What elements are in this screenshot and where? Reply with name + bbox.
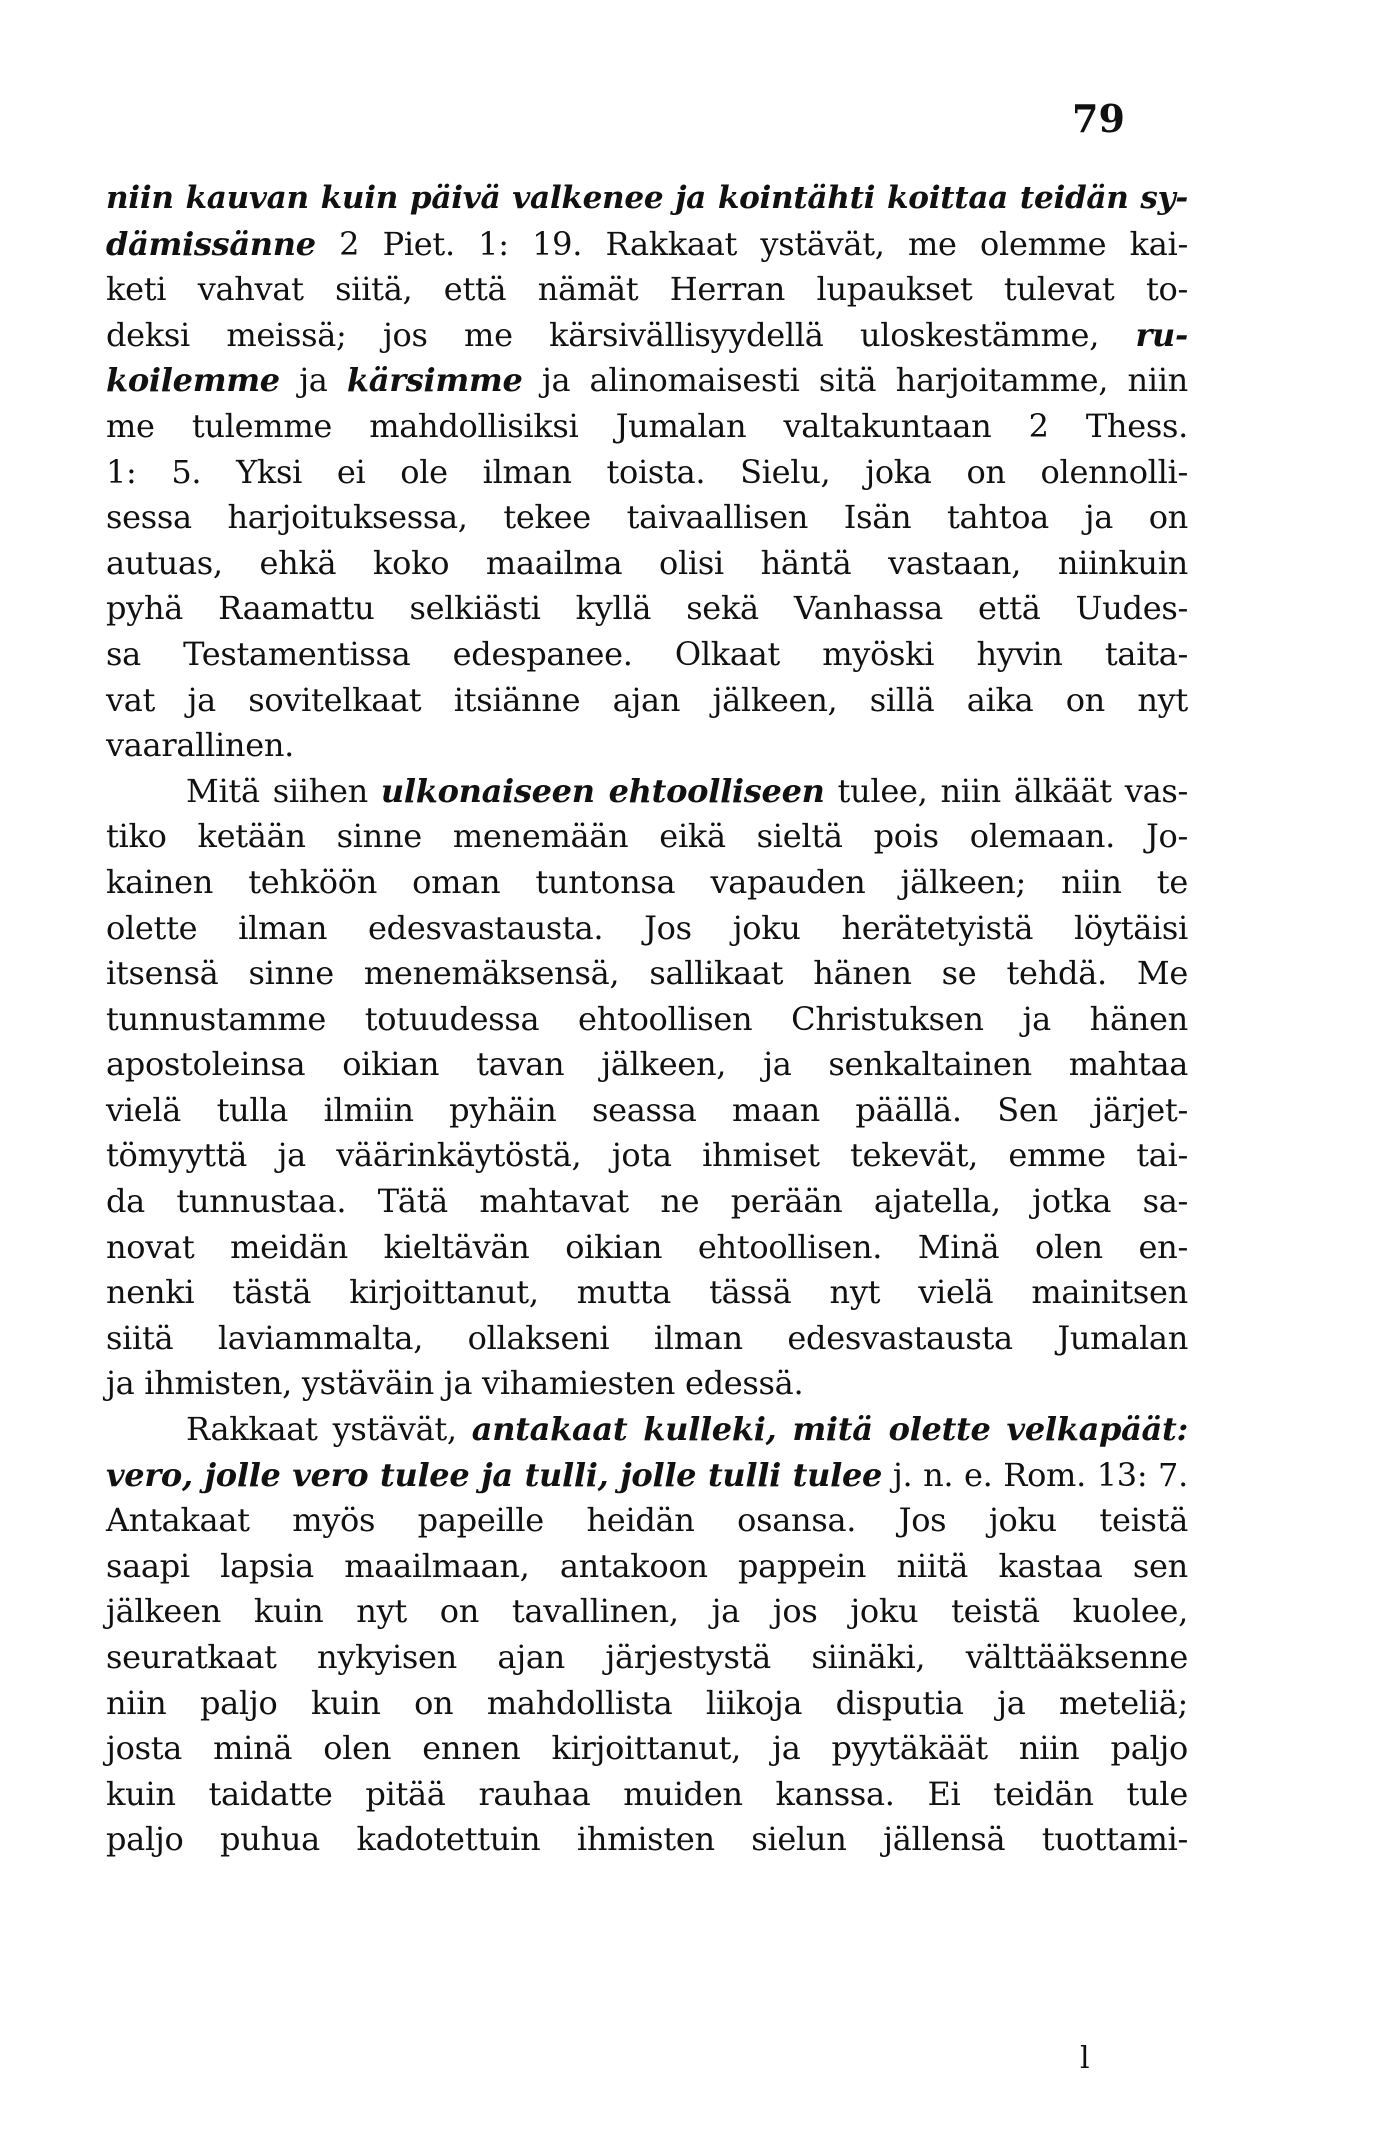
text-line [106,951,1188,997]
line-text: ja alinomaisesti sitä harjoitamme, niin [522,361,1188,400]
text-line [106,1726,1188,1772]
text-line [106,1225,1188,1271]
line-text: paljo puhua kadotettuin ihmisten sielun jällensä tuottami- [106,1820,1188,1859]
emphasized-text: kärsimme [346,361,523,400]
text-line [106,541,1188,587]
emphasized-text: ru- [1135,315,1188,354]
emphasized-text: koilemme [106,361,280,400]
line-text: saapi lapsia maailmaan, antakoon pappein niitä kastaa sen [106,1546,1188,1585]
text-line [106,1635,1188,1681]
text-line [106,267,1188,313]
line-text: Mitä siihen [186,771,381,810]
line-text: deksi meissä; jos me kärsivällisyydellä uloskestämme, [106,315,1136,354]
line-text: tiko ketään sinne menemään eikä sieltä pois olemaan. Jo- [106,817,1188,856]
text-line [106,769,1188,815]
line-text: jälkeen kuin nyt on tavallinen, ja jos joku teistä kuolee, [106,1592,1188,1631]
emphasized-text: ulkonaiseen ehtoolliseen [380,771,825,810]
text-line [106,1544,1188,1590]
text-line [106,222,1188,268]
text-line [106,1681,1188,1727]
end-mark: l [1080,2041,1090,2076]
text-line [106,1042,1188,1088]
text-line [106,358,1188,404]
line-text: itsensä sinne menemäksensä, sallikaat hänen se tehdä. Me [106,954,1188,993]
line-text: 2 Piet. 1: 19. Rakkaat ystävät, me olemme kai- [315,224,1188,263]
emphasized-text: vero, jolle vero tulee ja tulli, jolle tulli tulee [106,1455,883,1494]
line-text: vielä tulla ilmiin pyhäin seassa maan päällä. Sen järjet- [106,1090,1188,1129]
text-line [106,723,1188,769]
line-text: siitä laviammalta, ollakseni ilman edesvastausta Jumalan [106,1318,1188,1357]
text-line [106,1088,1188,1134]
text-line [106,1589,1188,1635]
line-text: ja ihmisten, ystäväin ja vihamiesten edessä. [106,1364,804,1403]
line-text: me tulemme mahdollisiksi Jumalan valtakuntaan 2 Thess. [106,406,1188,445]
line-text: sessa harjoituksessa, tekee taivaallisen Isän tahtoa ja on [106,498,1188,537]
line-text: olette ilman edesvastausta. Jos joku herätetyistä löytäisi [106,908,1188,947]
line-text: ja [279,361,347,400]
text-line [106,1772,1188,1818]
line-text: nenki tästä kirjoittanut, mutta tässä nyt vielä mainitsen [106,1273,1188,1312]
line-text: tunnustamme totuudessa ehtoollisen Christuksen ja hänen [106,999,1188,1038]
line-text: vaarallinen. [106,726,295,765]
text-line [106,1316,1188,1362]
line-text: kuin taidatte pitää rauhaa muiden kanssa. Ei teidän tule [106,1774,1188,1813]
emphasized-text: antakaat kulleki, mitä olette velkapäät: [471,1410,1188,1449]
line-text: vat ja sovitelkaat itsiänne ajan jälkeen, sillä aika on nyt [106,680,1188,719]
text-line [106,1453,1188,1499]
line-text: kainen tehköön oman tuntonsa vapauden jälkeen; niin te [106,862,1188,901]
text-line [106,906,1188,952]
text-line [106,860,1188,906]
line-text: Rakkaat ystävät, [186,1410,472,1449]
text-line [106,814,1188,860]
text-line [106,1498,1188,1544]
text-line [106,404,1188,450]
line-text: Antakaat myös papeille heidän osansa. Jos joku teistä [106,1501,1188,1540]
line-text: autuas, ehkä koko maailma olisi häntä vastaan, niinkuin [106,543,1188,582]
text-line [106,586,1188,632]
line-text: keti vahvat siitä, että nämät Herran lupaukset tulevat to- [106,270,1188,309]
line-text: tömyyttä ja väärinkäytöstä, jota ihmiset tekevät, emme tai- [106,1136,1188,1175]
line-text: j. n. e. Rom. 13: 7. [882,1455,1188,1494]
line-text: apostoleinsa oikian tavan jälkeen, ja senkaltainen mahtaa [106,1045,1188,1084]
text-line [106,1407,1188,1453]
line-text: seuratkaat nykyisen ajan järjestystä siinäki, välttääksenne [106,1638,1188,1676]
line-text: da tunnustaa. Tätä mahtavat ne perään ajatella, jotka sa- [106,1182,1188,1221]
page-number: 79 [1072,96,1125,141]
line-text: 1: 5. Yksi ei ole ilman toista. Sielu, joka on olennolli- [106,452,1188,491]
emphasized-text: dämissänne [106,224,316,263]
text-line [106,495,1188,541]
text-line [106,1817,1188,1863]
text-line [106,1179,1188,1225]
emphasized-text: niin kauvan kuin päivä valkenee ja kointähti koittaa teidän sy- [106,180,1188,216]
text-line [106,176,1188,222]
line-text: sa Testamentissa edespanee. Olkaat myöski hyvin taita- [106,634,1188,673]
line-text: tulee, niin älkäät vas- [824,771,1188,810]
text-line [106,997,1188,1043]
line-text: niin paljo kuin on mahdollista liikoja disputia ja meteliä; [106,1683,1188,1722]
line-text: novat meidän kieltävän oikian ehtoollisen. Minä olen en- [106,1227,1188,1266]
text-line [106,1133,1188,1179]
text-line [106,1270,1188,1316]
text-line [106,450,1188,496]
body-text [106,176,1188,1863]
text-line [106,678,1188,724]
text-line [106,313,1188,359]
text-line [106,632,1188,678]
line-text: josta minä olen ennen kirjoittanut, ja pyytäkäät niin paljo [106,1729,1188,1768]
line-text: pyhä Raamattu selkiästi kyllä sekä Vanhassa että Uudes- [106,589,1188,628]
text-line [106,1361,1188,1407]
